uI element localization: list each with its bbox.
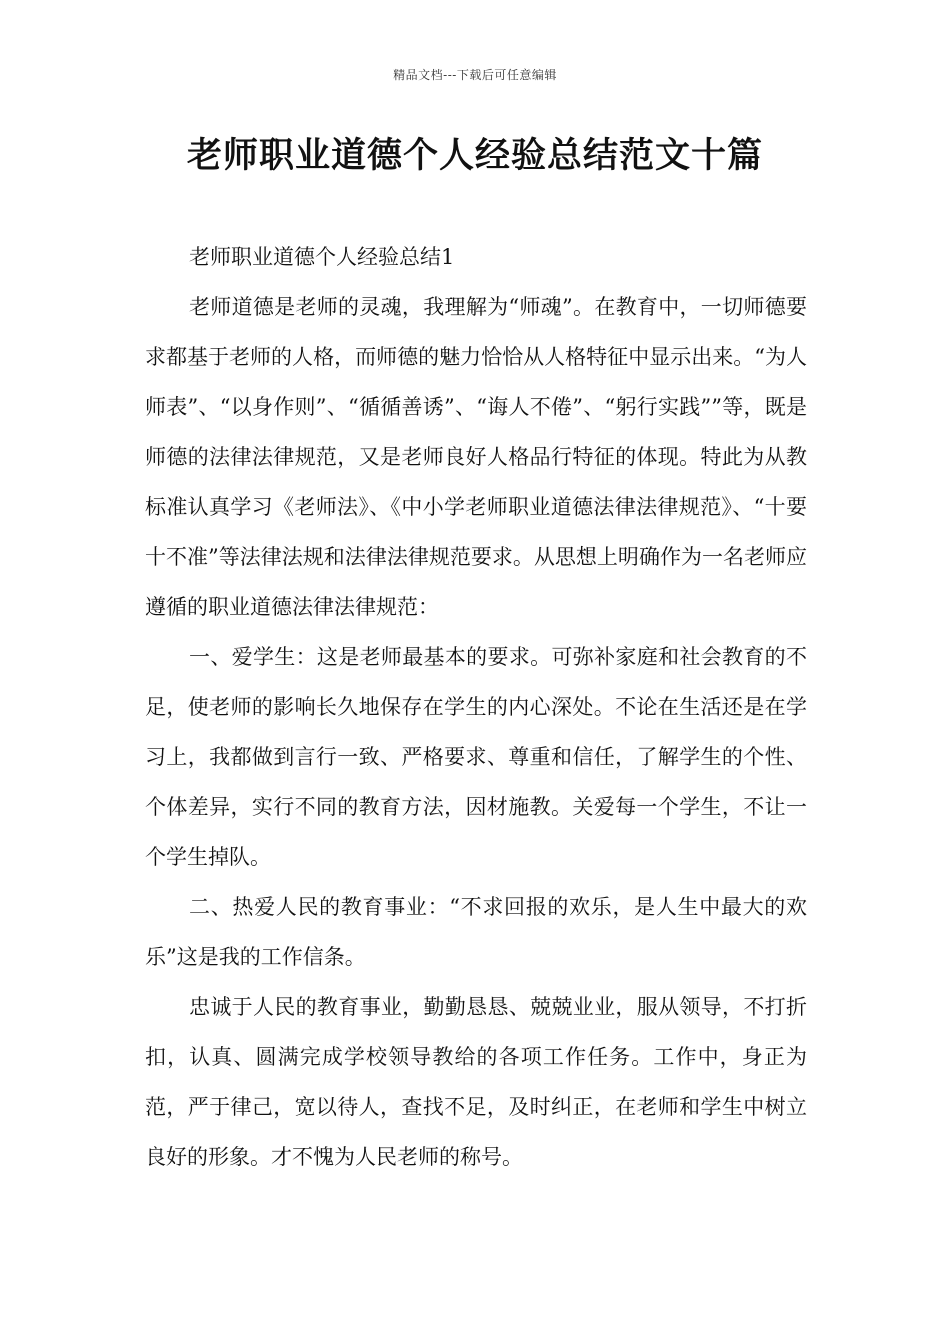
paragraph-love-students: 一、爱学生：这是老师最基本的要求。可弥补家庭和社会教育的不足，使老师的影响长久地保存在学生的内心深处。不论在生活还是在学习上，我都做到言行一致、严格要求、尊重和信任，了解学生的个性、个体差异，实行不同的教育方法，因材施教。关爱每一个学生，不让一个学生掉队。: [145, 645, 807, 869]
paragraph-intro: 老师道德是老师的灵魂，我理解为“师魂”。在教育中，一切师德要求都基于老师的人格，而师德的魅力恰恰从人格特征中显示出来。“为人师表”、“以身作则”、“循循善诱”、“诲人不倦”、“躬行实践””等，既是师德的法律法律规范，又是老师良好人格品行特征的体现。特此为从教标准认真学习《老师法》、《中小学老师职业道德法律法律规范》、“十要十不准”等法律法规和法律法律规范要求。从思想上明确作为一名老师应遵循的职业道德法律法律规范：: [145, 295, 807, 619]
paragraph-loyalty: 忠诚于人民的教育事业，勤勤恳恳、兢兢业业，服从领导，不打折扣，认真、圆满完成学校领导教给的各项工作任务。工作中，身正为范，严于律己，宽以待人，查找不足，及时纠正，在老师和学生中树立良好的形象。才不愧为人民老师的称号。: [145, 995, 807, 1169]
page-header-note: 精品文档---下载后可任意编辑: [393, 68, 557, 82]
paragraph-love-education: 二、热爱人民的教育事业：“不求回报的欢乐，是人生中最大的欢乐”这是我的工作信条。: [145, 895, 807, 969]
document-title: 老师职业道德个人经验总结范文十篇: [186, 136, 763, 176]
section-heading: 老师职业道德个人经验总结1: [189, 245, 455, 269]
document-body: [145, 232, 807, 1182]
